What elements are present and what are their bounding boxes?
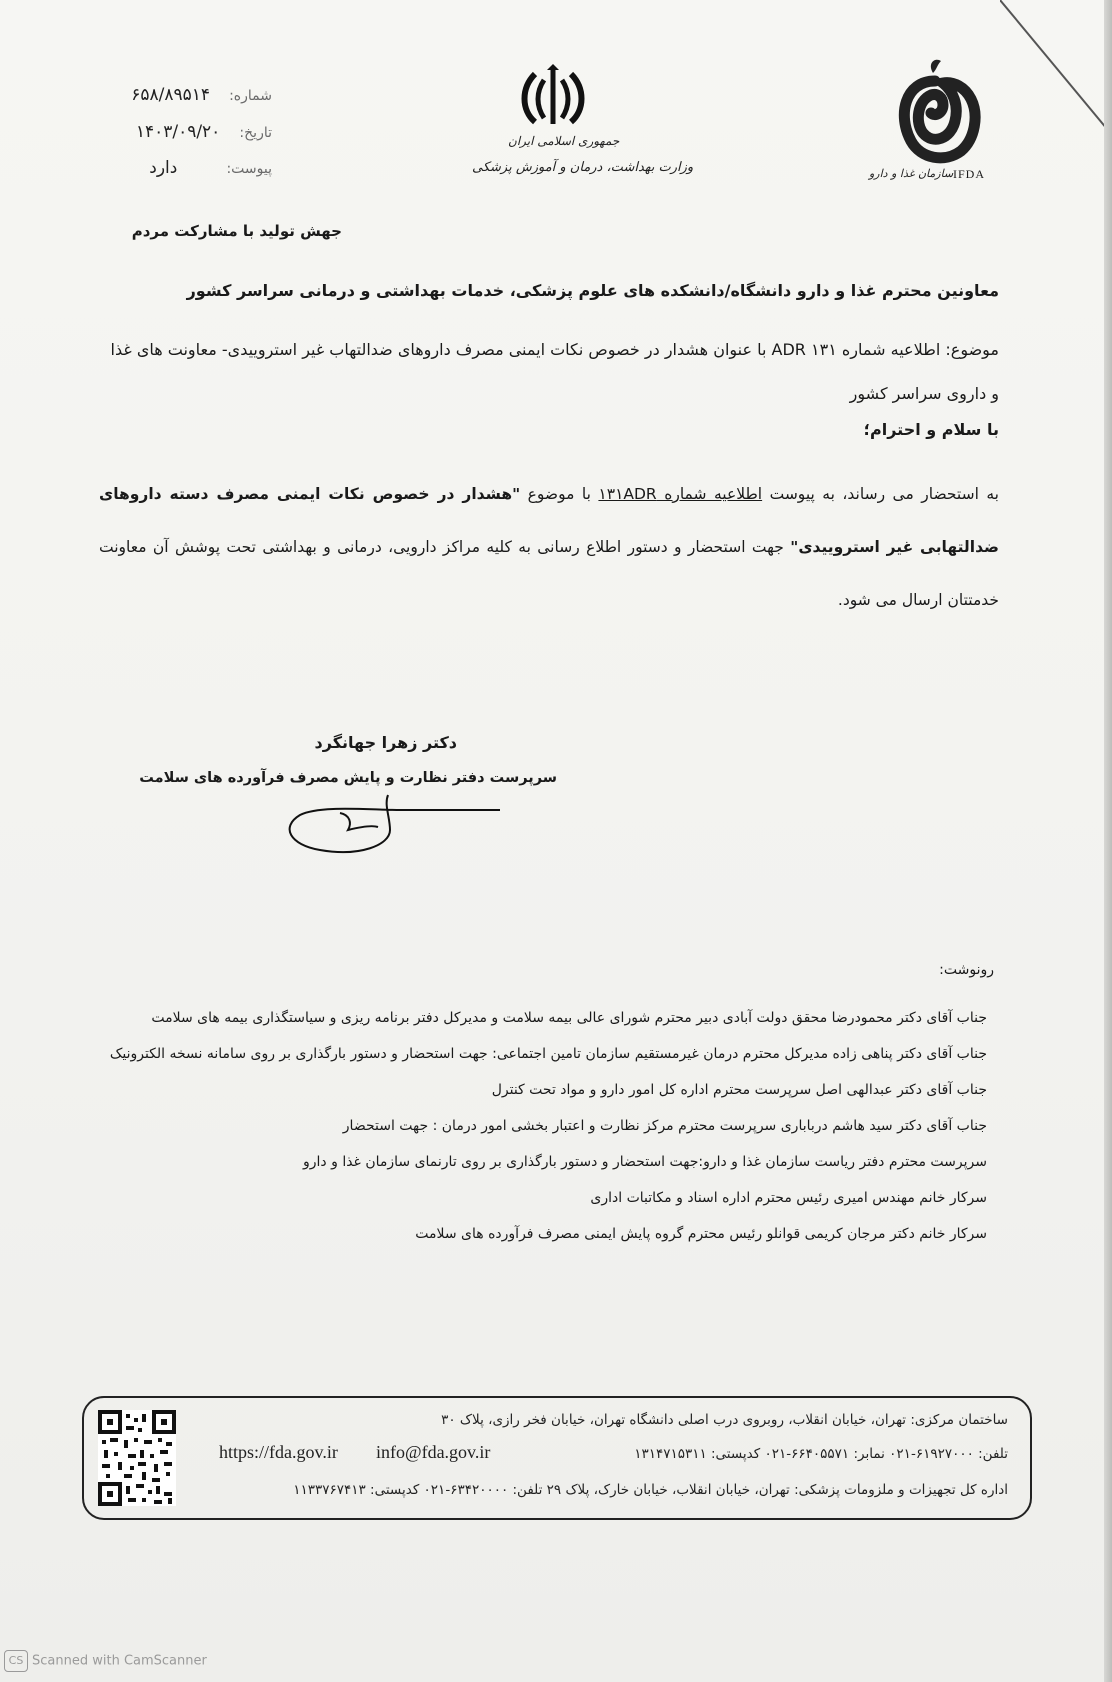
body-part-3: با موضوع: [520, 485, 599, 503]
attachment-value: دارد: [149, 158, 178, 178]
footer-website: https://fda.gov.ir: [219, 1442, 338, 1462]
footer-devices-office: اداره کل تجهیزات و ملزومات پزشکی: تهران، خیابان انقلاب، خیابان خارک، پلاک ۲۹ تلفن: ۶۳۴۲۰۰۰۰-۰۲۱ کدپستی: ۱۱۳۳۷۶۷۴۱۳: [293, 1482, 1008, 1498]
ifda-logo: [869, 55, 1005, 195]
footer-address: ساختمان مرکزی: تهران، خیابان انقلاب، روبروی درب اصلی دانشگاه تهران، خیابان فخر رازی، پلاک ۳۰: [441, 1412, 1008, 1428]
recipient-line: معاونین محترم غذا و دارو دانشگاه/دانشکده های علوم پزشکی، خدمات بهداشتی و درمانی سراسر کشور: [186, 281, 999, 300]
footer-email: info@fda.gov.ir: [376, 1442, 491, 1462]
cc-item: سرپرست محترم دفتر ریاست سازمان غذا و دارو:جهت استحضار و دستور بارگذاری بر روی تارنمای سازمان غذا و دارو: [303, 1154, 987, 1170]
body-announcement-ref: اطلاعیه شماره ۱۳۱ADR: [598, 485, 763, 503]
ifda-logo-icon: [875, 55, 1005, 175]
date-value: ۱۴۰۳/۰۹/۲۰: [135, 122, 221, 142]
emblem-icon: [517, 62, 589, 130]
cc-list: [107, 1000, 987, 1252]
cc-item: جناب آقای دکتر پناهی زاده مدیرکل محترم درمان غیرمستقیم سازمان تامین اجتماعی: جهت استحضار و دستور بارگذاری بر روی سامانه نسخه الکترونیک: [109, 1046, 987, 1062]
cc-title: رونوشت:: [939, 962, 994, 978]
cc-item: جناب آقای دکتر سید هاشم درباباری سرپرست محترم مرکز نظارت و اعتبار بخشی امور درمان : جهت استحضار: [342, 1118, 987, 1134]
footer-phones: تلفن: ۶۱۹۲۷۰۰۰-۰۲۱ نمابر: ۶۶۴۰۵۵۷۱-۰۲۱ کدپستی: ۱۳۱۴۷۱۵۳۱۱: [634, 1446, 1008, 1462]
letter-date: [136, 122, 272, 142]
attachment-label: پیوست:: [226, 161, 272, 177]
handwritten-signature: [280, 775, 510, 860]
camscanner-icon: CS: [4, 1650, 28, 1672]
fda-abbr: IFDA: [953, 167, 986, 181]
cc-item: سرکار خانم مهندس امیری رئیس محترم اداره اسناد و مکاتبات اداری: [590, 1190, 987, 1206]
body-part-1: به استحضار می رساند، به پیوست: [762, 485, 999, 503]
letter-number: [131, 85, 272, 105]
body-part-5: جهت استحضار و دستور اطلاع رسانی به کلیه مراکز دارویی، درمانی و بهداشتی تحت پوشش آن معاونت خدمتتان ارسال می شود.: [99, 538, 999, 609]
slogan: جهش تولید با مشارکت مردم: [131, 222, 342, 240]
letter-attachment: [149, 158, 272, 178]
cc-item: جناب آقای دکتر محمودرضا محقق دولت آبادی دبیر محترم شورای عالی بیمه سلامت و مدیرکل دفتر برنامه ریزی و سیاستگذاری بیمه های سلامت: [151, 1010, 987, 1026]
number-value: ۶۵۸/۸۹۵۱۴: [131, 85, 210, 105]
cc-item: جناب آقای دکتر عبدالهی اصل سرپرست محترم اداره کل امور دارو و مواد تحت کنترل: [491, 1082, 987, 1098]
emblem-line-2: وزارت بهداشت، درمان و آموزش پزشکی: [472, 160, 694, 175]
date-label: تاریخ:: [239, 125, 272, 141]
qr-code: [98, 1410, 176, 1506]
subject-line: موضوع: اطلاعیه شماره ۱۳۱ ADR با عنوان هشدار در خصوص نکات ایمنی مصرف داروهای ضدالتهاب غیر استروییدی- معاونت های غذا و داروی سراسر کشور: [110, 340, 999, 403]
scanner-watermark: [4, 1650, 207, 1672]
emblem-line-1: جمهوری اسلامی ایران: [508, 134, 620, 148]
page-edge-shadow: [1104, 0, 1112, 1682]
national-emblem: [517, 62, 589, 130]
letter-body: [99, 468, 999, 627]
fda-caption: سازمان غذا و دارو: [869, 167, 954, 180]
body-topic: "هشدار در خصوص نکات ایمنی مصرف دسته داروهای ضدالتهابی غیر استروییدی": [99, 485, 999, 556]
watermark-text: Scanned with CamScanner: [32, 1653, 207, 1669]
signer-title: سرپرست دفتر نظارت و پایش مصرف فرآورده های سلامت: [139, 770, 557, 786]
footer-box: [82, 1396, 1032, 1520]
greeting: با سلام و احترام؛: [863, 420, 999, 439]
signer-name: دکتر زهرا جهانگرد: [314, 733, 457, 752]
number-label: شماره:: [229, 88, 272, 104]
cc-item: سرکار خانم دکتر مرجان کریمی قوانلو رئیس محترم گروه پایش ایمنی مصرف فرآورده های سلامت: [415, 1226, 987, 1242]
page-corner-fold: [1000, 0, 1112, 150]
